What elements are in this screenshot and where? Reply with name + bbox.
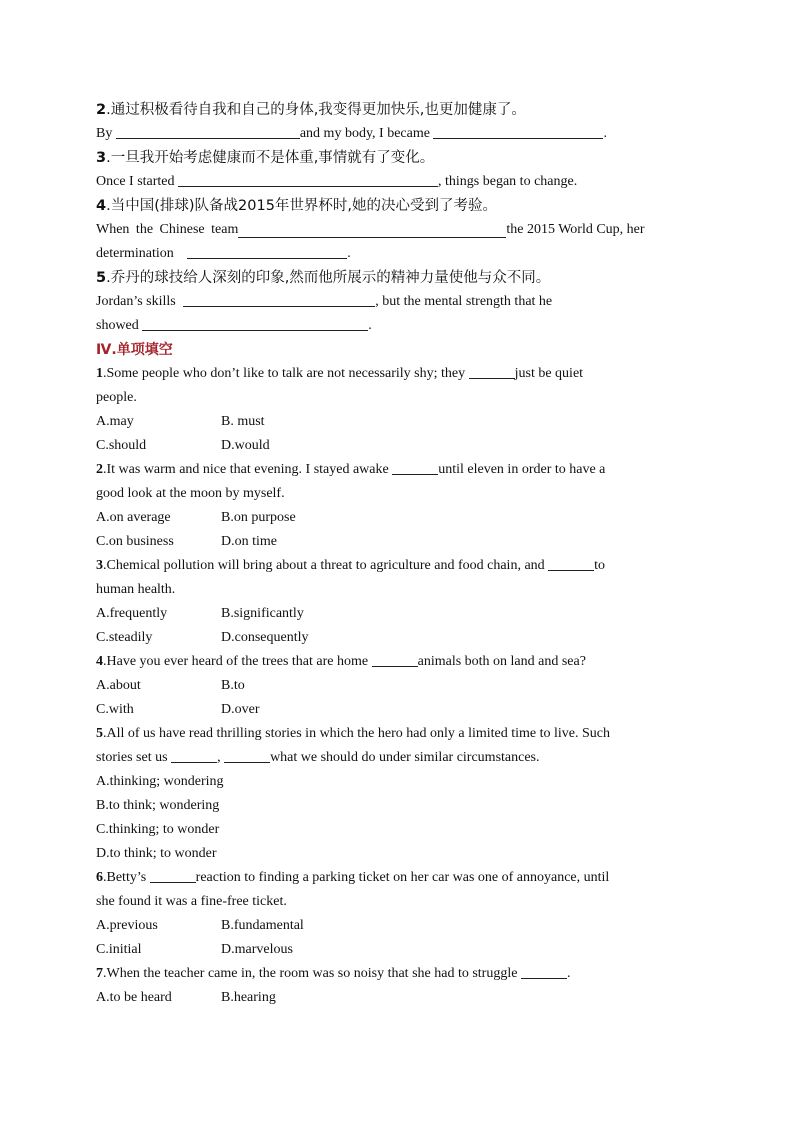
option-d[interactable]: D.marvelous [221, 942, 293, 957]
option-b[interactable]: B.to think; wondering [96, 798, 220, 813]
question-5-stem: 5.All of us have read thrilling stories in which the hero had only a limited time to live. Such [96, 726, 611, 741]
question-3-options-row1 [96, 602, 688, 626]
translation-item-4-english-line2: determination . [96, 242, 688, 266]
option-b[interactable]: B.fundamental [221, 918, 304, 933]
question-4-stem: 4.Have you ever heard of the trees that are home animals both on land and sea? [96, 650, 688, 674]
option-d[interactable]: D.on time [221, 534, 277, 549]
option-c[interactable]: C.steadily [96, 630, 153, 645]
section-heading: Ⅳ.单项填空 [96, 342, 173, 358]
translation-item-5-chinese: 5.乔丹的球技给人深刻的印象,然而他所展示的精神力量使他与众不同。 [96, 270, 551, 286]
option-c[interactable]: C.initial [96, 942, 142, 957]
option-b[interactable]: B. must [221, 414, 265, 429]
answer-blank[interactable] [178, 171, 438, 187]
option-d[interactable]: D.over [221, 702, 260, 717]
question-2-options-row1 [96, 506, 688, 530]
question-6-options-row1 [96, 914, 688, 938]
option-c[interactable]: C.should [96, 438, 147, 453]
option-b[interactable]: B.to [221, 678, 245, 693]
question-3-stem: 3.Chemical pollution will bring about a threat to agriculture and food chain, and to [96, 554, 688, 578]
question-2-stem: 2.It was warm and nice that evening. I stayed awake until eleven in order to have a [96, 458, 688, 482]
option-c[interactable]: C.thinking; to wonder [96, 822, 220, 837]
question-3-options-row2 [96, 626, 688, 650]
translation-item-3-english: Once I started , things began to change. [96, 170, 688, 194]
option-c[interactable]: C.on business [96, 534, 174, 549]
option-a[interactable]: A.may [96, 414, 134, 429]
translation-item-5-english-line1: Jordan’s skills , but the mental strength that he [96, 290, 688, 314]
answer-blank[interactable] [238, 222, 506, 238]
question-2-stem-cont: good look at the moon by myself. [96, 486, 285, 501]
translation-item-5-english-line2: showed . [96, 314, 688, 338]
question-1-stem-cont: people. [96, 390, 137, 405]
answer-blank[interactable] [171, 747, 217, 763]
answer-blank[interactable] [548, 555, 594, 571]
question-7-stem: 7.When the teacher came in, the room was so noisy that she had to struggle . [96, 962, 688, 986]
option-a[interactable]: A.previous [96, 918, 158, 933]
answer-blank[interactable] [150, 867, 196, 883]
question-6-stem: 6.Betty’s reaction to finding a parking ticket on her car was one of annoyance, until [96, 866, 688, 890]
answer-blank[interactable] [187, 243, 347, 259]
worksheet-page [96, 98, 688, 1010]
option-d[interactable]: D.would [221, 438, 270, 453]
question-4-options-row2 [96, 698, 688, 722]
question-6-options-row2 [96, 938, 688, 962]
answer-blank[interactable] [183, 291, 375, 307]
translation-item-2-english: By and my body, I became . [96, 122, 688, 146]
translation-item-3-chinese: 3.一旦我开始考虑健康而不是体重,事情就有了变化。 [96, 150, 435, 166]
answer-blank[interactable] [372, 651, 418, 667]
question-5-stem-cont: stories set us , what we should do under similar circumstances. [96, 746, 688, 770]
question-1-stem: 1.Some people who don’t like to talk are not necessarily shy; they just be quiet [96, 362, 688, 386]
option-d[interactable]: D.to think; to wonder [96, 846, 217, 861]
option-d[interactable]: D.consequently [221, 630, 309, 645]
translation-item-2-chinese: 2.通过积极看待自我和自己的身体,我变得更加快乐,也更加健康了。 [96, 102, 526, 118]
answer-blank[interactable] [469, 363, 515, 379]
answer-blank[interactable] [521, 963, 567, 979]
answer-blank[interactable] [433, 123, 603, 139]
question-7-options-row1 [96, 986, 688, 1010]
option-a[interactable]: A.thinking; wondering [96, 774, 224, 789]
question-3-stem-cont: human health. [96, 582, 176, 597]
answer-blank[interactable] [224, 747, 270, 763]
question-4-options-row1 [96, 674, 688, 698]
answer-blank[interactable] [142, 315, 368, 331]
option-a[interactable]: A.to be heard [96, 990, 172, 1005]
option-b[interactable]: B.hearing [221, 990, 276, 1005]
option-a[interactable]: A.on average [96, 510, 171, 525]
answer-blank[interactable] [116, 123, 300, 139]
option-b[interactable]: B.significantly [221, 606, 304, 621]
option-a[interactable]: A.about [96, 678, 141, 693]
option-b[interactable]: B.on purpose [221, 510, 296, 525]
translation-item-4-chinese: 4.当中国(排球)队备战2015年世界杯时,她的决心受到了考验。 [96, 198, 498, 214]
question-6-stem-cont: she found it was a fine-free ticket. [96, 894, 287, 909]
question-1-options-row1 [96, 410, 688, 434]
answer-blank[interactable] [392, 459, 438, 475]
translation-item-4-english-line1: When the Chinese team the 2015 World Cup, her [96, 222, 645, 237]
question-1-options-row2 [96, 434, 688, 458]
option-c[interactable]: C.with [96, 702, 134, 717]
option-a[interactable]: A.frequently [96, 606, 168, 621]
question-2-options-row2 [96, 530, 688, 554]
